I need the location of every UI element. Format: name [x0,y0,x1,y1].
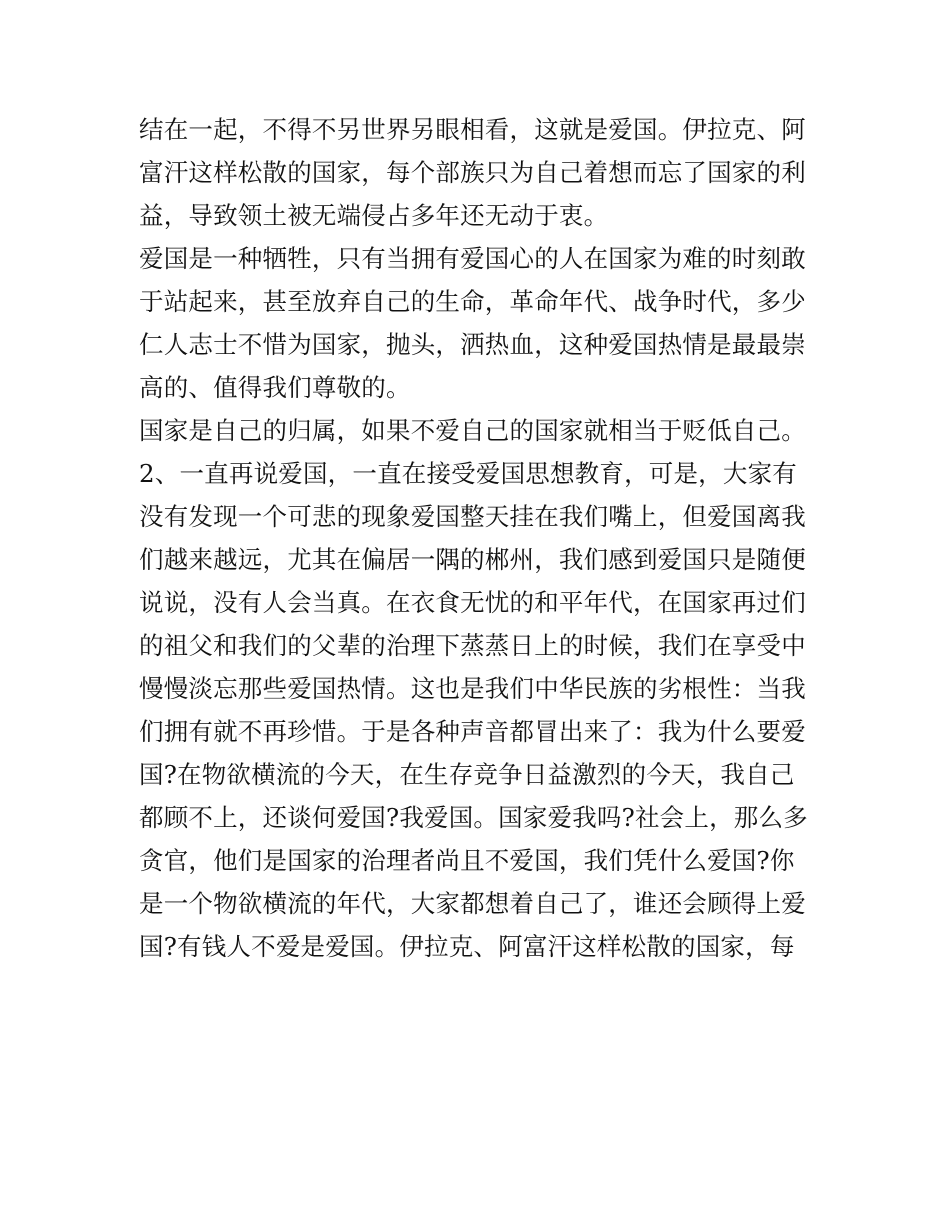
text-line: 国?在物欲横流的今天，在生存竞争日益激烈的今天，我自己 [139,760,795,789]
text-line: 没有发现一个可悲的现象爱国整天挂在我们嘴上，但爱国离我 [139,502,806,531]
text-line: 国?有钱人不爱是爱国。伊拉克、阿富汗这样松散的国家，每 [139,932,795,961]
text-line: 于站起来，甚至放弃自己的生命，革命年代、战争时代，多少 [139,287,806,316]
text-line: 仁人志士不惜为国家，抛头，洒热血，这种爱国热情是最最崇 [139,330,806,359]
text-line: 说说，没有人会当真。在衣食无忧的和平年代，在国家再过们 [139,588,806,617]
text-line: 富汗这样松散的国家，每个部族只为自己着想而忘了国家的利 [139,158,806,187]
text-line: 爱国是一种牺牲，只有当拥有爱国心的人在国家为难的时刻敢 [139,244,806,273]
text-line: 高的、值得我们尊敬的。 [139,373,411,402]
text-line: 2、一直再说爱国，一直在接受爱国思想教育，可是，大家有 [139,459,797,488]
text-line: 是一个物欲横流的年代，大家都想着自己了，谁还会顾得上爱 [139,889,806,918]
document-body [139,108,819,968]
text-line: 结在一起，不得不另世界另眼相看，这就是爱国。伊拉克、阿 [139,115,806,144]
text-line: 慢慢淡忘那些爱国热情。这也是我们中华民族的劣根性：当我 [139,674,806,703]
text-line: 们越来越远，尤其在偏居一隅的郴州，我们感到爱国只是随便 [139,545,806,574]
text-line: 贪官，他们是国家的治理者尚且不爱国，我们凭什么爱国?你 [139,846,795,875]
text-line: 都顾不上，还谈何爱国?我爱国。国家爱我吗?社会上，那么多 [139,803,808,832]
text-line: 们拥有就不再珍惜。于是各种声音都冒出来了：我为什么要爱 [139,717,806,746]
text-line: 益，导致领土被无端侵占多年还无动于衷。 [139,201,609,230]
text-line: 的祖父和我们的父辈的治理下蒸蒸日上的时候，我们在享受中 [139,631,806,660]
text-line: 国家是自己的归属，如果不爱自己的国家就相当于贬低自己。 [139,416,806,445]
